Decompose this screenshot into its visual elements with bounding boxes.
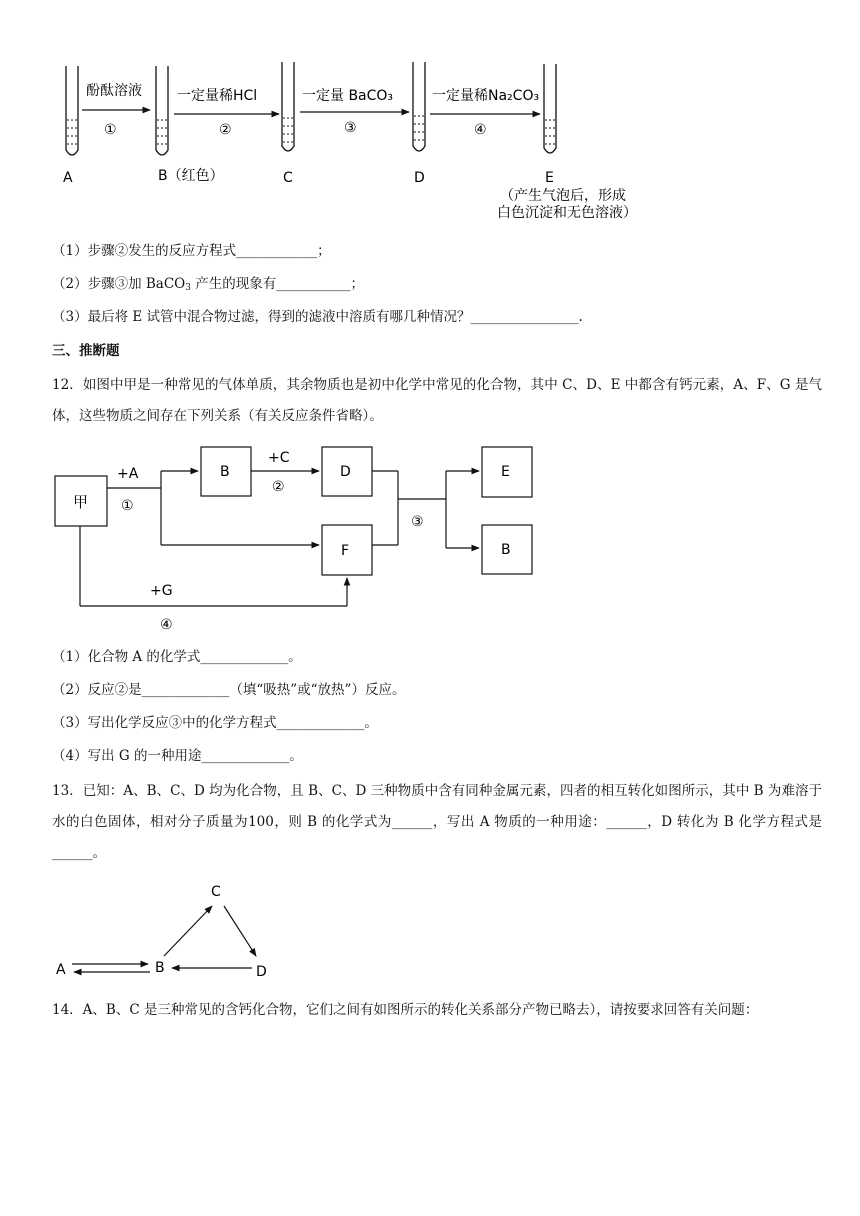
tube-e-note-line-2: 白色沉淀和无色溶液） [497, 205, 637, 221]
node-a: A [56, 962, 66, 978]
tube-d-label: D [414, 170, 425, 186]
node-b: B [155, 960, 165, 976]
test-tube-d [413, 62, 425, 151]
test-tube-b [156, 66, 168, 155]
tube-c-label: C [283, 170, 293, 186]
step-4-number: ④ [474, 122, 487, 138]
tube-a-label: A [63, 170, 73, 186]
q12-sub-2: （2）反应②是_____________（填“吸热”或“放热”）反应。 [52, 682, 406, 698]
step-3-number: ③ [344, 120, 357, 136]
box-d-label: D [340, 464, 351, 480]
test-tube-figure [0, 0, 860, 230]
test-tube-e [544, 64, 556, 153]
box-jia-label: 甲 [73, 493, 89, 511]
label-plus-c: +C [268, 450, 290, 466]
node-d: D [256, 964, 267, 980]
box-e-label: E [501, 464, 510, 480]
q11-sub-3: （3）最后将 E 试管中混合物过滤，得到的滤液中溶质有哪几种情况？________________. [52, 309, 583, 325]
q11-sub-1: （1）步骤②发生的反应方程式____________； [52, 243, 331, 259]
q11-sub-2-subscript: 3 [185, 283, 191, 293]
q12-sub-3: （3）写出化学反应③中的化学方程式_____________。 [52, 715, 378, 731]
step-3-reagent: 一定量 BaCO₃ [302, 88, 394, 104]
test-tube-a [66, 66, 78, 155]
step-2-number: ② [219, 122, 232, 138]
q13-stem: 13．已知：A、B、C、D 均为化合物，且 B、C、D 三种物质中含有同种金属元素，四者的相互转化如图所示，其中 B 为难溶于水的白色固体，相对分子质量为100，则 B 的化学式为______，写出 A 物质的一种用途：______，D 转化为 B 化学方程式是______。 [52, 783, 822, 861]
label-reaction-3: ③ [411, 514, 424, 530]
q14-stem: 14．A、B、C 是三种常见的含钙化合物，它们之间有如图所示的转化关系部分产物已略去），请按要求回答有关问题： [52, 1002, 759, 1018]
q12-stem: 12．如图中甲是一种常见的气体单质，其余物质也是初中化学中常见的化合物，其中 C、D、E 中都含有钙元素，A、F、G 是气体，这些物质之间存在下列关系（有关反应条件省略）。 [52, 377, 822, 424]
step-4-reagent: 一定量稀Na₂CO₃ [432, 88, 540, 104]
q11-sub-2-pre: （2）步骤③加 BaCO [52, 276, 186, 292]
section-heading: 三、推断题 [52, 343, 120, 359]
tube-e-label: E [545, 170, 554, 186]
q11-sub-2-post: 产生的现象有___________； [190, 276, 365, 292]
q12-sub-4: （4）写出 G 的一种用途_____________。 [52, 748, 303, 764]
tube-b-label: B（红色） [158, 168, 224, 184]
step-1-number: ① [104, 122, 117, 138]
tube-e-note-line-1: （产生气泡后，形成 [500, 188, 626, 204]
node-c: C [211, 884, 221, 900]
q13-cycle-diagram [0, 880, 860, 990]
label-reaction-4: ④ [160, 617, 173, 633]
label-plus-a: +A [117, 466, 139, 482]
step-1-reagent: 酚酞溶液 [86, 83, 142, 99]
step-2-reagent: 一定量稀HCl [177, 88, 258, 104]
q11-sub-2 [52, 274, 364, 298]
box-b-bottom-label: B [501, 542, 511, 558]
q12-flow-diagram [0, 440, 860, 640]
label-plus-g: +G [150, 583, 173, 599]
box-f-label: F [341, 543, 350, 559]
q12-sub-1: （1）化合物 A 的化学式_____________。 [52, 649, 302, 665]
test-tube-c [282, 62, 294, 151]
label-reaction-2: ② [272, 479, 285, 495]
box-b-top-label: B [220, 464, 230, 480]
label-reaction-1: ① [121, 498, 134, 514]
